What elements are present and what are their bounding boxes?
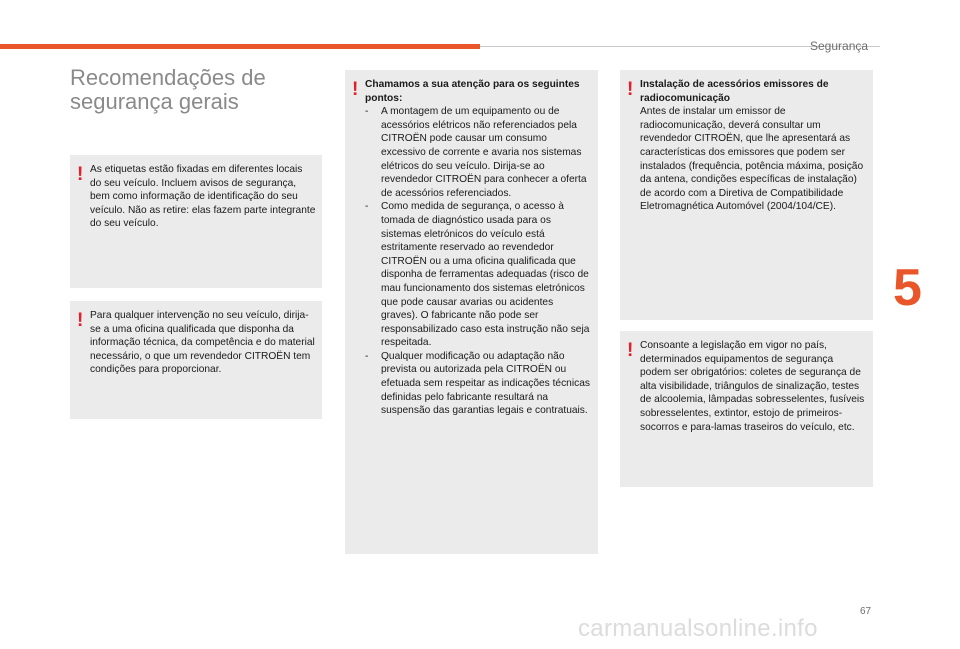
list-item: - Como medida de segurança, o acesso à tomada de diagnóstico usada para os sistemas eletrónicos do veículo está estritamente reservado ao revendedor CITROËN ou a uma oficina qualificada que disponha de ferramentas adequadas (risco de mau funcionamento dos sistemas eletrónicos que pode causar avarias ou acidentes graves). O fabricante não pode ser responsabilizado caso esta instrução não seja respeitada. (365, 200, 592, 350)
warning-icon: ! (352, 79, 359, 100)
attention-warning-box (345, 70, 598, 554)
radio-warning-box (620, 70, 873, 320)
legislation-text: Consoante a legislação em vigor no país, determinados equipamentos de segurança podem ser obrigatórios: coletes de segurança de alta visibilidade, triângulos de sinalização, testes de alcoolemia, lâmpadas sobresselentes, fusíveis sobresselentes, extintor, estojo de primeiros-socorros e para-lamas traseiros do veículo, etc. (640, 340, 865, 433)
watermark: carmanualsonline.info (578, 615, 818, 642)
section-title: Segurança (810, 39, 869, 53)
chapter-number: 5 (893, 259, 922, 317)
list-item: - A montagem de um equipamento ou de acessórios elétricos não referenciados pela CITROËN pode causar um consumo excessivo de corrente e avaria nos sistemas elétricos do seu veículo. Dirija-se ao revendedor CITROËN para conhecer a oferta de acessórios referenciados. (365, 105, 592, 200)
warning-icon: ! (77, 310, 84, 331)
labels-warning-box (70, 155, 322, 288)
warning-icon: ! (627, 340, 634, 361)
attention-heading: Chamamos a sua atenção para os seguintes pontos: (365, 79, 580, 104)
header-accent-bar (0, 44, 480, 49)
radio-text: Antes de instalar um emissor de radiocomunicação, deverá consultar um revendedor CITROËN, que lhe apresentará as características dos emissores que podem ser instalados (frequência, potência máxima, posição da antena, condições específicas de instalação) de acordo com a Diretiva de Compatibilidade Eletromagnética Automóvel (2004/104/CE). (640, 106, 864, 213)
list-item: - Qualquer modificação ou adaptação não prevista ou autorizada pela CITROËN ou efetuada sem respeitar as indicações técnicas definidas pelo fabricante resultará na suspensão das garantias legais e contratuais. (365, 350, 592, 418)
page-title-line1: Recomendações de (70, 65, 266, 90)
radio-heading: Instalação de acessórios emissores de radiocomunicação (640, 79, 829, 104)
page-title (70, 66, 266, 114)
labels-warning-text: As etiquetas estão fixadas em diferentes locais do seu veículo. Incluem avisos de segurança, bem como informação de identificação do seu veículo. Não as retire: elas fazem parte integrante do seu veículo. (90, 164, 316, 230)
attention-list (365, 105, 592, 418)
page-number: 67 (860, 606, 872, 617)
page-title-line2: segurança gerais (70, 89, 239, 114)
intervention-warning-box (70, 301, 322, 419)
warning-icon: ! (627, 79, 634, 100)
intervention-warning-text: Para qualquer intervenção no seu veículo, dirija-se a uma oficina qualificada que disponha da informação técnica, da competência e do material necessário, o que um revendedor CITROËN tem condições para proporcionar. (90, 310, 315, 376)
legislation-warning-box (620, 331, 873, 487)
warning-icon: ! (77, 164, 84, 185)
